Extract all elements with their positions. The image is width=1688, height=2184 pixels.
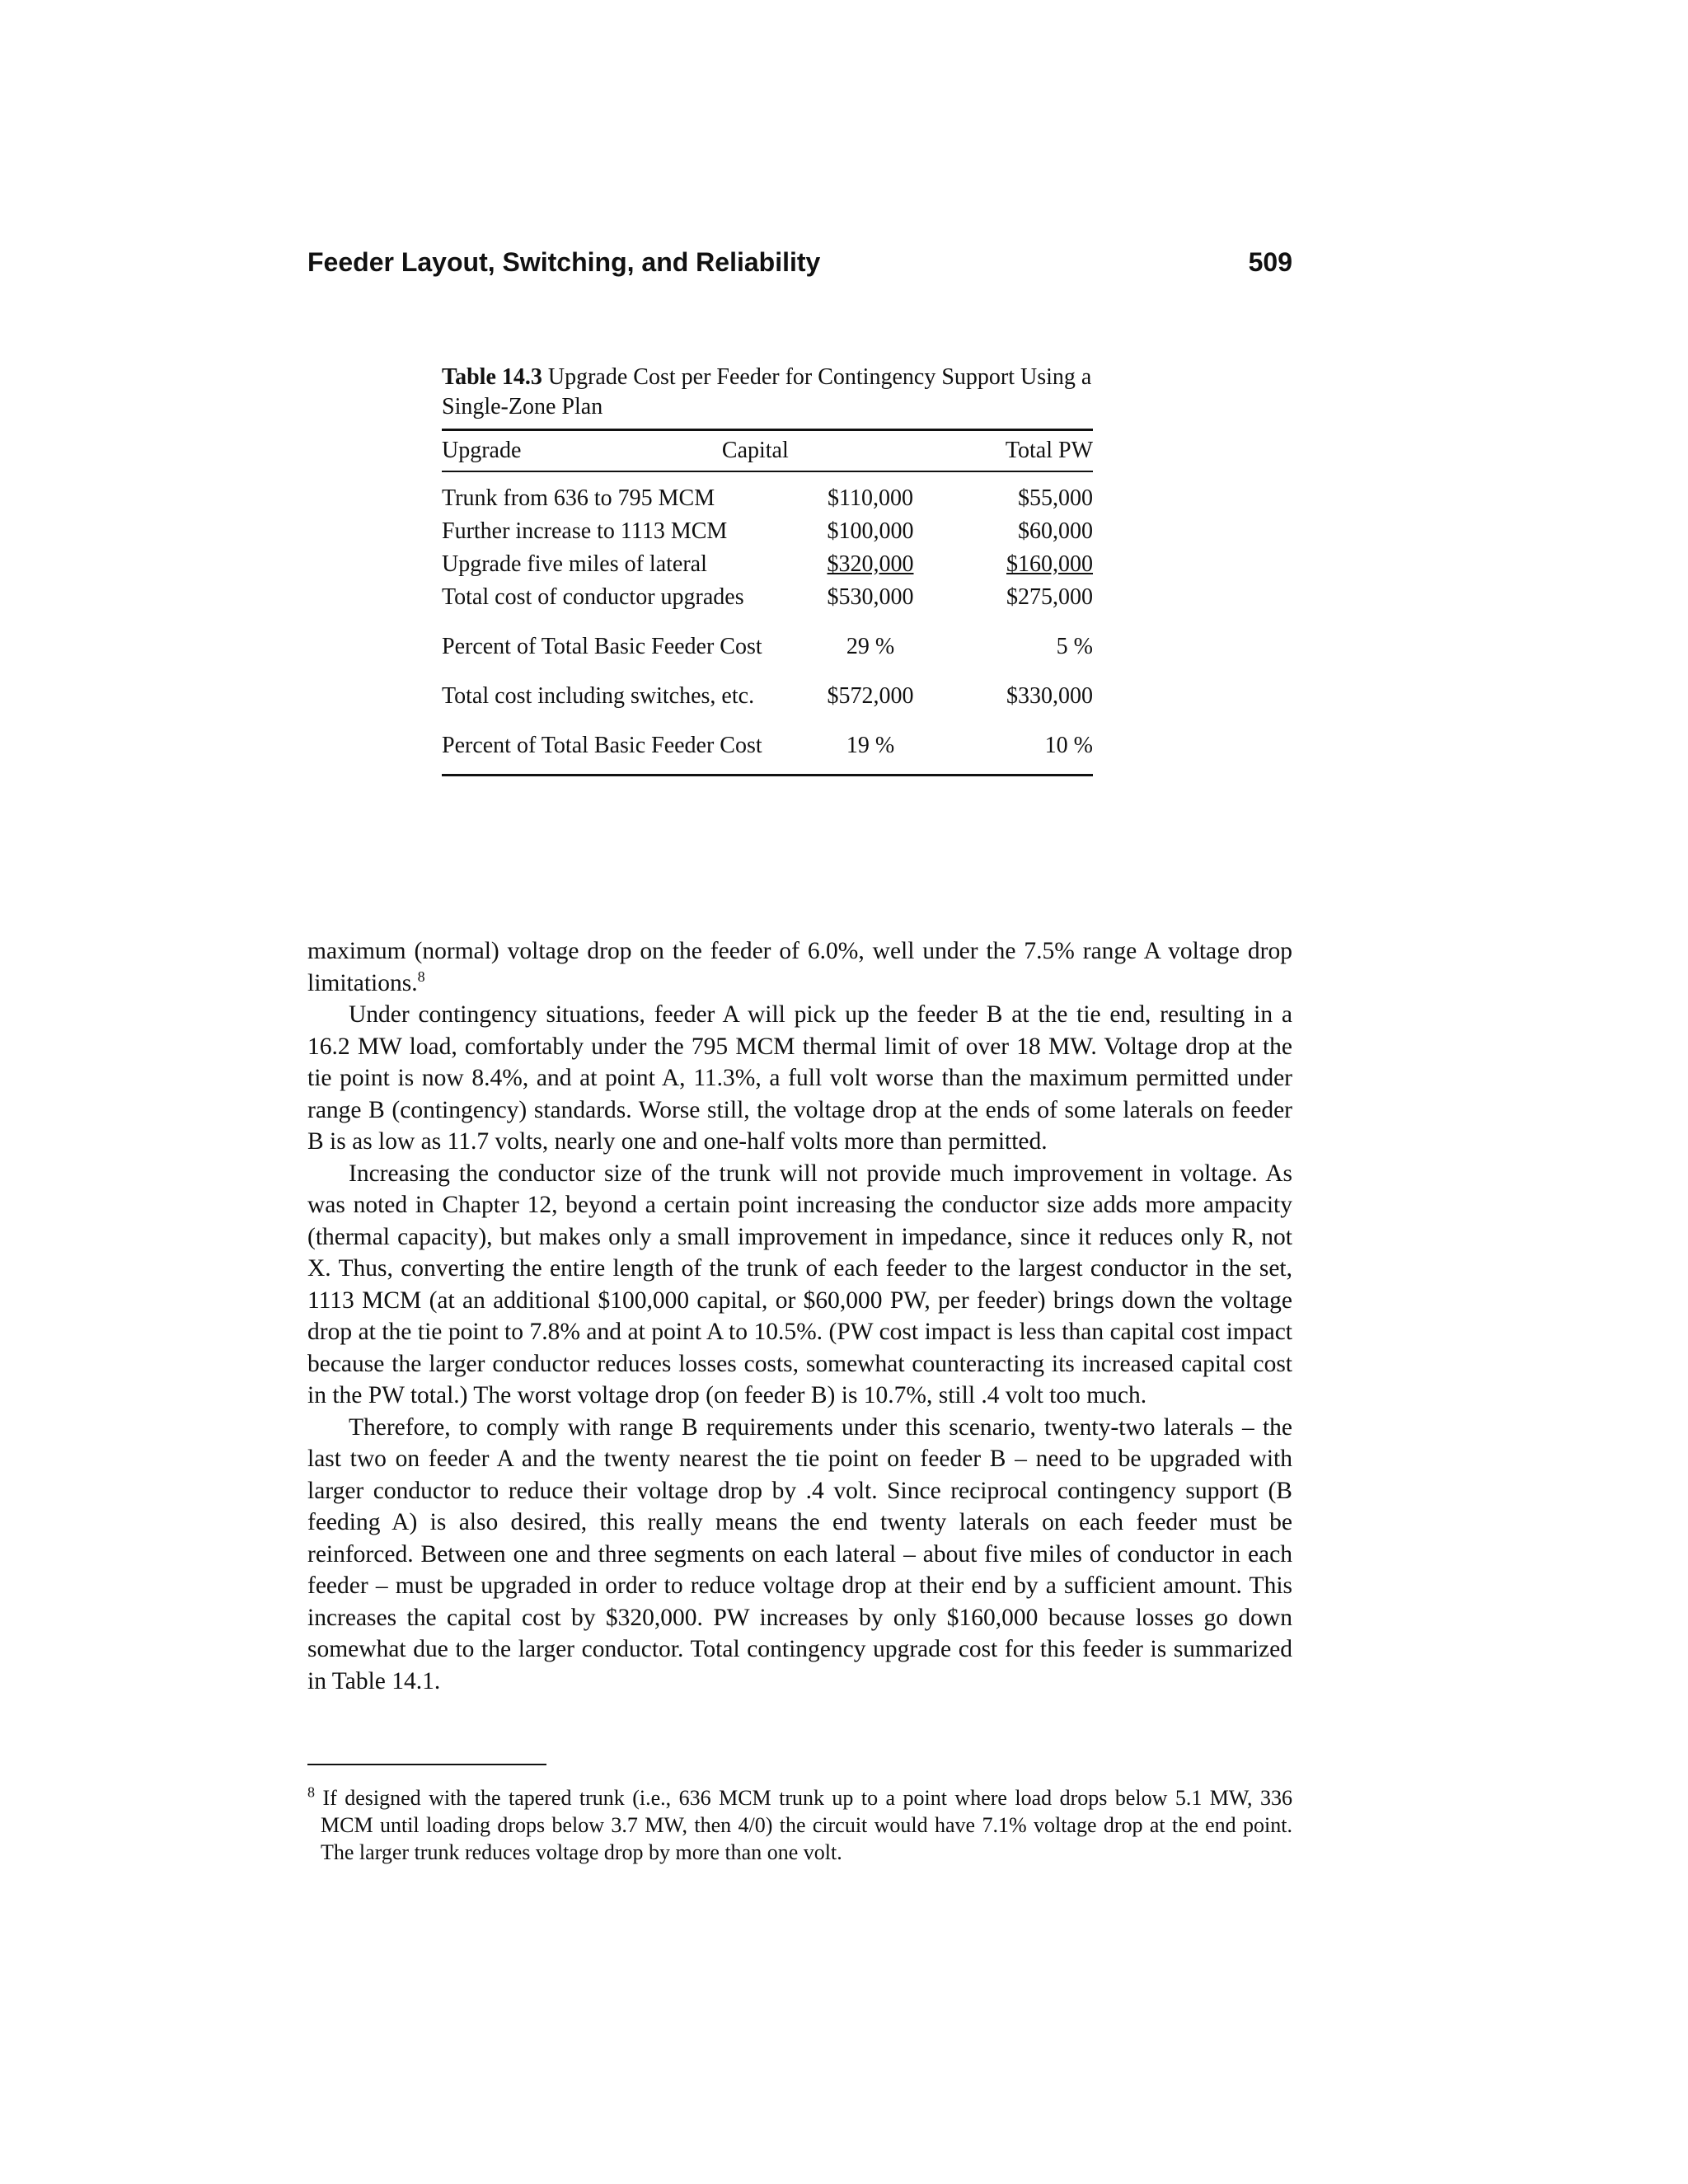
paragraph: Increasing the conductor size of the trunk will not provide much improvement in voltage. As was noted in Chapter 12, beyond a certain point increasing the conductor size adds more ampacity (thermal capacity), but makes only a small improvement in impedance, since it reduces only R, not X. Thus, converting the entire length of the trunk of each feeder to the largest conductor in the set, 1113 MCM (at an additional $100,000 capital, or $60,000 PW, per feeder) brings down the voltage drop at the tie point to 7.8% and at point A to 10.5%. (PW cost impact is less than capital cost impact because the larger conductor reduces losses costs, somewhat counteracting its increased capital cost in the PW total.) The worst voltage drop (on feeder B) is 10.7%, still .4 volt too much. bbox=[307, 1160, 1292, 1408]
row-label: Percent of Total Basic Feeder Cost bbox=[442, 733, 762, 758]
row-total-pw: 5 % bbox=[1056, 634, 1093, 659]
row-capital: $110,000 bbox=[828, 485, 913, 511]
cost-table-body bbox=[442, 472, 1093, 774]
header-capital: Capital bbox=[721, 438, 789, 463]
table-row bbox=[442, 713, 1093, 774]
row-total-pw: $330,000 bbox=[1006, 683, 1093, 709]
table-row bbox=[442, 614, 1093, 663]
table-14-3 bbox=[442, 363, 1093, 776]
table-row bbox=[442, 472, 1093, 515]
footnote-ref: 8 bbox=[417, 968, 425, 985]
row-label: Total cost including switches, etc. bbox=[442, 683, 755, 709]
row-capital: 19 % bbox=[846, 733, 895, 758]
paragraph-text: maximum (normal) voltage drop on the feeder of 6.0%, well under the 7.5% range A voltage drop limitations. bbox=[307, 938, 1292, 996]
row-total-pw: $55,000 bbox=[1018, 485, 1093, 511]
row-total-pw: $60,000 bbox=[1018, 518, 1093, 544]
cost-table bbox=[442, 431, 1093, 471]
row-capital: 29 % bbox=[846, 634, 895, 659]
row-total-pw: $160,000 bbox=[1006, 551, 1093, 577]
body-text bbox=[307, 935, 1292, 1697]
footnote-text: If designed with the tapered trunk (i.e., 636 MCM trunk up to a point where load drops below 5.1 MW, 336 MCM until loading drops below 3.7 MW, then 4/0) the circuit would have 7.1% voltage drop at the end point. The larger trunk reduces voltage drop by more than one volt. bbox=[321, 1786, 1292, 1864]
row-label: Trunk from 636 to 795 MCM bbox=[442, 485, 715, 511]
table-row bbox=[442, 581, 1093, 614]
table-row bbox=[442, 515, 1093, 548]
table-row bbox=[442, 663, 1093, 713]
table-label: Table 14.3 bbox=[442, 364, 542, 390]
paragraph bbox=[307, 935, 1292, 999]
page-number: 509 bbox=[1248, 247, 1292, 277]
row-label: Percent of Total Basic Feeder Cost bbox=[442, 634, 762, 659]
row-capital: $100,000 bbox=[827, 518, 914, 544]
running-head bbox=[307, 247, 1292, 278]
footnote bbox=[307, 1784, 1292, 1866]
table-bottom-rule bbox=[442, 774, 1093, 776]
row-label: Total cost of conductor upgrades bbox=[442, 584, 744, 610]
table-header-row bbox=[442, 431, 1093, 471]
table-row bbox=[442, 548, 1093, 581]
row-capital: $530,000 bbox=[827, 584, 914, 610]
table-caption-text: Upgrade Cost per Feeder for Contingency Support Using a Single-Zone Plan bbox=[442, 364, 1092, 419]
paragraph: Therefore, to comply with range B requirements under this scenario, twenty-two laterals – the last two on feeder A and the twenty nearest the tie point on feeder B – need to be upgraded with larger conductor to reduce their voltage drop by .4 volt. Since reciprocal contingency support (B feeding A) is also desired, this really means the end twenty laterals on each feeder must be reinforced. Between one and three segments on each lateral – about five miles of conductor in each feeder – must be upgraded in order to reduce voltage drop at their end by a sufficient amount. This increases the capital cost by $320,000. PW increases by only $160,000 because losses go down somewhat due to the larger conductor. Total contingency upgrade cost for this feeder is summarized in Table 14.1. bbox=[307, 1413, 1292, 1694]
table-caption bbox=[442, 363, 1093, 422]
row-capital: $320,000 bbox=[827, 551, 914, 577]
paragraph: Under contingency situations, feeder A will pick up the feeder B at the tie end, resulting in a 16.2 MW load, comfortably under the 795 MCM thermal limit of over 18 MW. Voltage drop at the tie point is now 8.4%, and at point A, 11.3%, a full volt worse than the maximum permitted under range B (contingency) standards. Worse still, the voltage drop at the ends of some laterals on feeder B is as low as 11.7 volts, nearly one and one-half volts more than permitted. bbox=[307, 1001, 1292, 1155]
row-total-pw: $275,000 bbox=[1006, 584, 1093, 610]
row-total-pw: 10 % bbox=[1044, 733, 1093, 758]
header-upgrade: Upgrade bbox=[442, 438, 522, 463]
row-capital: $572,000 bbox=[827, 683, 914, 709]
row-label: Further increase to 1113 MCM bbox=[442, 518, 728, 544]
row-label: Upgrade five miles of lateral bbox=[442, 551, 707, 577]
footnote-marker: 8 bbox=[307, 1783, 315, 1801]
running-head-title: Feeder Layout, Switching, and Reliability bbox=[307, 247, 821, 277]
header-total-pw: Total PW bbox=[1005, 438, 1093, 463]
footnote-rule bbox=[307, 1764, 546, 1765]
